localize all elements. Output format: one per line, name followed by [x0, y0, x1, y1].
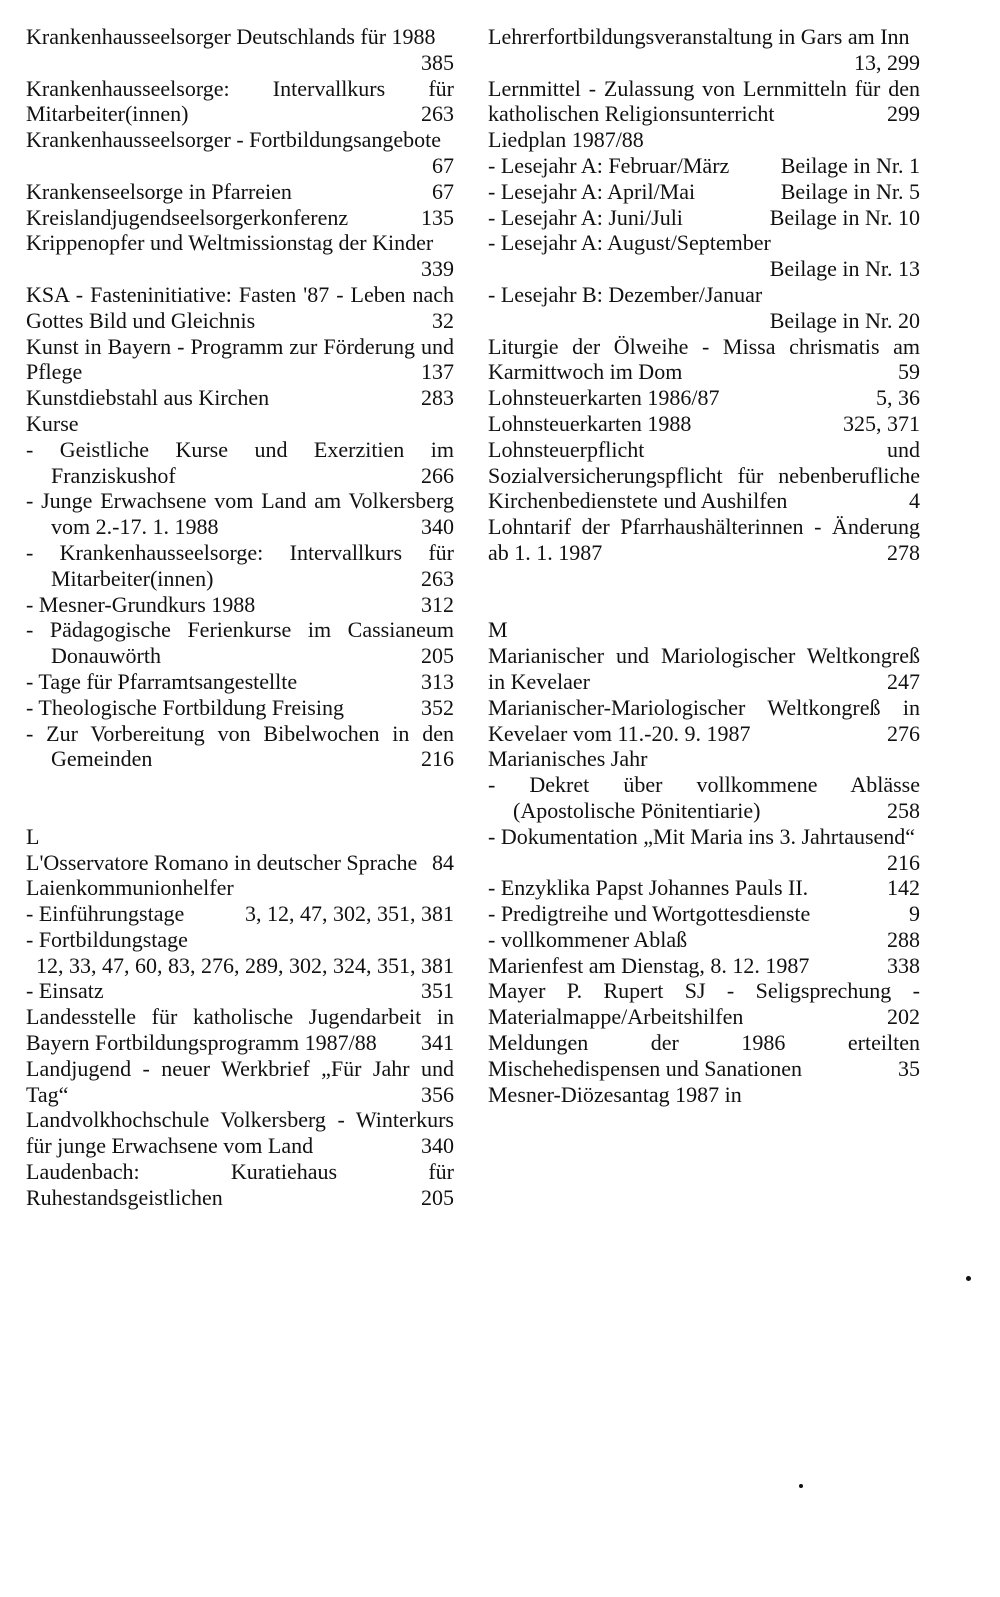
entry-text: Mesner-Diözesantag 1987 in — [488, 1081, 742, 1107]
index-entry — [26, 76, 454, 128]
index-entry — [488, 127, 920, 153]
entry-text: Marianischer-Mariologischer Weltkongreß in Kevelaer vom 11.-20. 9. 1987 — [488, 694, 920, 746]
index-entry — [26, 617, 454, 669]
entry-text: - Dokumentation „Mit Maria ins 3. Jahrtausend“ — [488, 823, 916, 849]
entry-pages: 84 — [432, 849, 454, 875]
entry-pages: 313 — [421, 668, 454, 694]
entry-text: L'Osservatore Romano in deutscher Sprache — [26, 849, 418, 875]
entry-text: - Pädagogische Ferienkurse im Cassianeum Donauwörth — [26, 617, 454, 669]
index-entry — [26, 540, 454, 592]
entry-text: - Lesejahr A: August/September — [488, 230, 771, 256]
entry-pages: Beilage in Nr. 13 — [769, 256, 920, 282]
index-entry — [26, 592, 454, 618]
entry-pages: 13, 299 — [854, 49, 920, 75]
entry-text: Kunstdiebstahl aus Kirchen — [26, 385, 270, 411]
entry-text: Laudenbach: Kuratiehaus für Ruhestandsgeistlichen — [26, 1159, 454, 1210]
index-entry — [26, 1004, 454, 1056]
entry-pages: 135 — [421, 204, 454, 230]
section-heading-l: L — [26, 823, 40, 849]
index-entry — [26, 411, 454, 437]
index-entry — [26, 1107, 454, 1159]
entry-text: Landjugend - neuer Werkbrief „Für Jahr und Tag“ — [26, 1055, 454, 1107]
entry-text: Marianischer und Mariologischer Weltkongreß in Kevelaer — [488, 643, 920, 694]
entry-text: - Krankenhausseelsorge: Intervallkurs für Mitarbeiter(innen) — [26, 539, 454, 591]
index-entry — [488, 1030, 920, 1082]
entry-text: - Junge Erwachsene vom Land am Volkersberg vom 2.-17. 1. 1988 — [26, 488, 454, 540]
index-entry — [488, 24, 920, 76]
entry-pages: 340 — [421, 1133, 454, 1159]
section-gap — [488, 566, 920, 618]
entry-pages: 325, 371 — [843, 410, 920, 436]
entry-pages: 276 — [887, 720, 920, 746]
index-entry — [26, 230, 454, 282]
index-entry — [26, 1056, 454, 1108]
index-column-left — [26, 24, 454, 1211]
index-entry — [26, 385, 454, 411]
entry-text: Laienkommunionhelfer — [26, 875, 234, 901]
entry-text: - Lesejahr B: Dezember/Januar — [488, 281, 763, 307]
entry-pages: 340 — [421, 514, 454, 540]
entry-text: Marianisches Jahr — [488, 746, 648, 772]
entry-text: - Einführungstage — [26, 901, 185, 927]
entry-pages: 4 — [909, 488, 920, 514]
entry-pages: 205 — [421, 643, 454, 669]
index-entry — [488, 514, 920, 566]
entry-pages: 142 — [887, 875, 920, 901]
entry-pages: 356 — [421, 1081, 454, 1107]
entry-text: Lohnsteuerkarten 1986/87 — [488, 385, 720, 411]
entry-text: Lehrerfortbildungsveranstaltung in Gars am Inn — [488, 24, 910, 49]
entry-text: Landvolkhochschule Volkersberg - Winterkurs für junge Erwachsene vom Land — [26, 1107, 454, 1159]
index-entry — [26, 875, 454, 901]
entry-text: - Dekret über vollkommene Ablässe (Apostolische Pönitentiarie) — [488, 772, 920, 823]
index-entry — [488, 901, 920, 927]
section-gap — [26, 772, 454, 824]
entry-text: Krankenhausseelsorger - Fortbildungsangebote — [26, 127, 442, 153]
entry-pages: 351 — [421, 978, 454, 1004]
entry-pages: 12, 33, 47, 60, 83, 276, 289, 302, 324, 351, 381 — [36, 952, 454, 978]
entry-text: Krankenhausseelsorge: Intervallkurs für Mitarbeiter(innen) — [26, 75, 454, 127]
index-entry — [26, 179, 454, 205]
entry-pages: 339 — [421, 256, 454, 282]
index-entry — [26, 721, 454, 773]
entry-text: Landesstelle für katholische Jugendarbeit in Bayern Fortbildungsprogramm 1987/88 — [26, 1004, 454, 1056]
entries-group-k — [26, 24, 454, 772]
entry-text: Kreislandjugendseelsorgerkonferenz — [26, 204, 349, 230]
index-entry — [488, 643, 920, 695]
entry-text: - Theologische Fortbildung Freising — [26, 694, 344, 720]
entry-text: Mayer P. Rupert SJ - Seligsprechung - Materialmappe/Arbeitshilfen — [488, 978, 920, 1030]
index-entry — [488, 824, 920, 876]
index-entry — [488, 927, 920, 953]
entry-pages: 9 — [909, 901, 920, 927]
entry-pages: 338 — [887, 952, 920, 978]
index-entry — [488, 437, 920, 514]
index-entry — [488, 411, 920, 437]
index-entry — [26, 488, 454, 540]
entry-pages: 3, 12, 47, 302, 351, 381 — [245, 901, 454, 927]
index-entry — [488, 153, 920, 179]
entry-pages: 341 — [421, 1030, 454, 1056]
entry-pages: 35 — [898, 1055, 920, 1081]
index-entry — [488, 76, 920, 128]
speck-mark — [799, 1484, 803, 1488]
section-heading-m: M — [488, 617, 508, 643]
index-column-right — [488, 24, 920, 1107]
index-entry — [488, 772, 920, 824]
entry-pages: 32 — [432, 307, 454, 333]
entry-pages: 216 — [887, 849, 920, 875]
entry-pages: 299 — [887, 101, 920, 127]
entry-pages: 312 — [421, 591, 454, 617]
index-entry — [488, 875, 920, 901]
index-entry — [488, 978, 920, 1030]
index-entry — [488, 385, 920, 411]
index-entry — [26, 127, 454, 179]
entry-text: Meldungen der 1986 erteilten Mischehedispensen und Sanationen — [488, 1030, 920, 1081]
entry-pages: 59 — [898, 359, 920, 385]
entry-pages: 67 — [432, 152, 454, 178]
entry-pages: 278 — [887, 539, 920, 565]
index-entry — [26, 1159, 454, 1211]
entries-group-l — [26, 850, 454, 1211]
index-entry — [26, 334, 454, 386]
entry-text: - Lesejahr A: Februar/März — [488, 152, 730, 178]
index-entry — [26, 850, 454, 876]
index-entry — [26, 669, 454, 695]
entry-text: Lohntarif der Pfarrhaushälterinnen - Änderung ab 1. 1. 1987 — [488, 514, 920, 565]
entry-text: Kurse — [26, 410, 79, 436]
index-entry — [488, 282, 920, 334]
index-entry — [488, 334, 920, 386]
entry-text: Lohnsteuerkarten 1988 — [488, 410, 692, 436]
index-entry — [26, 695, 454, 721]
entry-pages: 266 — [421, 462, 454, 488]
entries-group-m — [488, 643, 920, 1107]
index-entry — [488, 205, 920, 231]
index-entry — [26, 901, 454, 927]
entry-text: Liturgie der Ölweihe - Missa chrismatis am Karmittwoch im Dom — [488, 333, 920, 385]
entries-group-l-cont — [488, 24, 920, 566]
entry-text: - Lesejahr A: April/Mai — [488, 178, 696, 204]
index-entry — [488, 179, 920, 205]
entry-pages: 263 — [421, 565, 454, 591]
entry-text: Marienfest am Dienstag, 8. 12. 1987 — [488, 952, 810, 978]
entry-text: - vollkommener Ablaß — [488, 926, 688, 952]
entry-text: Liedplan 1987/88 — [488, 127, 644, 153]
entry-text: - Fortbildungstage — [26, 926, 188, 952]
entry-text: - Mesner-Grundkurs 1988 — [26, 591, 256, 617]
entry-pages: 67 — [432, 178, 454, 204]
entry-text: Kunst in Bayern - Programm zur Förderung und Pflege — [26, 333, 454, 385]
entry-text: Krankenhausseelsorger Deutschlands für 1988 — [26, 24, 436, 49]
entry-pages: 385 — [421, 49, 454, 75]
entry-pages: 216 — [421, 746, 454, 772]
entry-pages: 283 — [421, 385, 454, 411]
index-entry — [488, 230, 920, 282]
entry-pages: 263 — [421, 101, 454, 127]
entry-pages: 258 — [887, 797, 920, 823]
entry-text: - Einsatz — [26, 978, 104, 1004]
index-entry — [488, 746, 920, 772]
entry-text: - Geistliche Kurse und Exerzitien im Franziskushof — [26, 436, 454, 488]
entry-text: Lernmittel - Zulassung von Lernmitteln für den katholischen Religionsunterricht — [488, 75, 920, 127]
entry-pages: 202 — [887, 1004, 920, 1030]
entry-pages: 247 — [887, 668, 920, 694]
speck-mark — [966, 1276, 971, 1281]
entry-pages: 137 — [421, 359, 454, 385]
entry-text: - Zur Vorbereitung von Bibelwochen in den Gemeinden — [26, 720, 454, 772]
entry-pages: Beilage in Nr. 10 — [769, 204, 920, 230]
index-entry — [26, 205, 454, 231]
entry-pages: 5, 36 — [876, 385, 920, 411]
entry-pages: Beilage in Nr. 1 — [780, 152, 920, 178]
index-entry — [488, 953, 920, 979]
index-entry — [26, 978, 454, 1004]
entry-pages: 352 — [421, 694, 454, 720]
entry-text: Krankenseelsorge in Pfarreien — [26, 178, 292, 204]
index-entry — [26, 437, 454, 489]
entry-text: Lohnsteuerpflicht und Sozialversicherungspflicht für nebenberufliche Kirchenbedienstete und Aushilfen — [488, 436, 920, 514]
index-entry — [26, 24, 454, 76]
index-entry — [26, 927, 454, 979]
entry-pages: 288 — [887, 926, 920, 952]
entry-text: - Lesejahr A: Juni/Juli — [488, 204, 683, 230]
index-entry — [488, 1082, 920, 1108]
entry-pages: 205 — [421, 1184, 454, 1210]
entry-text: - Enzyklika Papst Johannes Pauls II. — [488, 875, 809, 901]
entry-pages: Beilage in Nr. 5 — [780, 178, 920, 204]
entry-text: Krippenopfer und Weltmissionstag der Kinder — [26, 230, 434, 256]
entry-text: KSA - Fasteninitiative: Fasten '87 - Leben nach Gottes Bild und Gleichnis — [26, 281, 454, 333]
index-entry — [488, 695, 920, 747]
entry-pages: Beilage in Nr. 20 — [769, 307, 920, 333]
index-entry — [26, 282, 454, 334]
entry-text: - Predigtreihe und Wortgottesdienste — [488, 901, 811, 927]
entry-text: - Tage für Pfarramtsangestellte — [26, 668, 298, 694]
